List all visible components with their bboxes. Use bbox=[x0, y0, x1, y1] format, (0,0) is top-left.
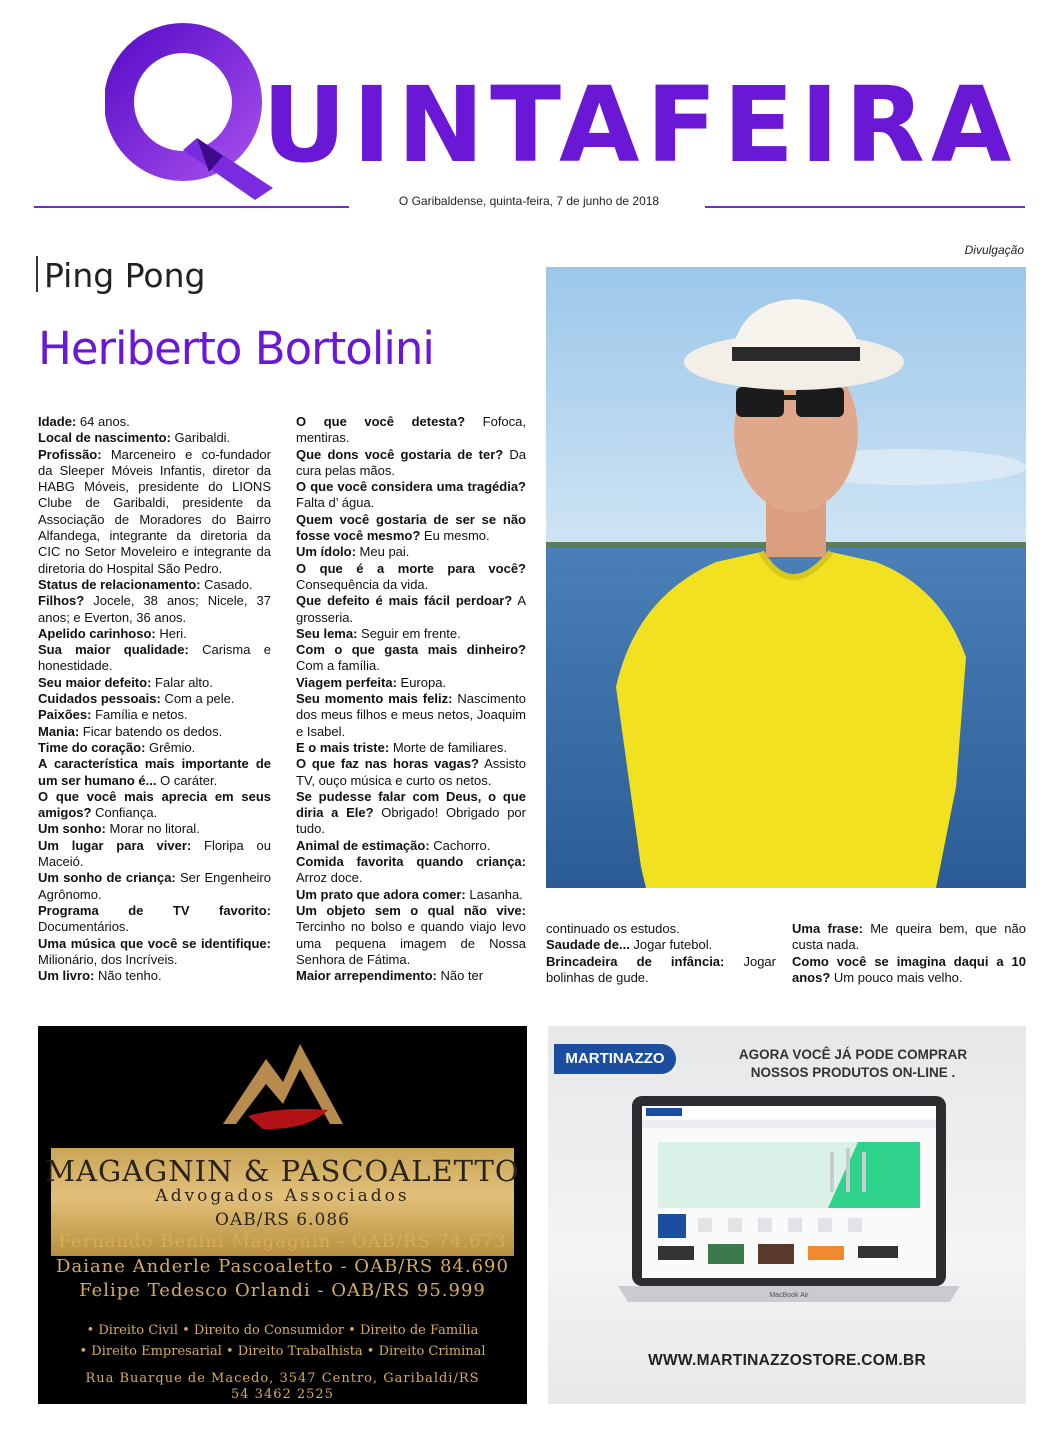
qa-answer: Carisma e honestidade. bbox=[38, 642, 271, 674]
qa-answer: Morar no litoral. bbox=[105, 821, 200, 837]
qa-answer: Morte de familiares. bbox=[389, 739, 507, 755]
laptop-label: MacBook Air bbox=[769, 1292, 809, 1299]
qa-question: Animal de estimação: bbox=[296, 837, 430, 853]
laptop-illustration bbox=[618, 1096, 960, 1308]
qa-item bbox=[296, 593, 526, 626]
qa-item bbox=[296, 789, 526, 838]
qa-question: Maior arrependimento: bbox=[296, 968, 437, 984]
qa-item bbox=[296, 691, 526, 740]
qa-answer: Com a família. bbox=[296, 658, 380, 674]
store-url: WWW.MARTINAZZOSTORE.COM.BR bbox=[648, 1352, 926, 1369]
lawyer-line: Felipe Tedesco Orlandi - OAB/RS 95.999 bbox=[79, 1280, 486, 1301]
qa-answer: Milionário, dos Incríveis. bbox=[38, 951, 178, 967]
qa-answer: Me queira bem, que não custa nada. bbox=[792, 921, 1026, 953]
qa-item bbox=[296, 544, 526, 560]
masthead-title-part2: FEIRA bbox=[646, 64, 1018, 186]
interview-column-3 bbox=[546, 921, 776, 986]
portrait-photo bbox=[546, 267, 1026, 888]
qa-question: O que você detesta? bbox=[296, 414, 466, 429]
qa-question: Viagem perfeita: bbox=[296, 674, 397, 690]
qa-question: Que defeito é mais fácil perdoar? bbox=[296, 593, 513, 609]
qa-question: Como você se imagina daqui a 10 anos? bbox=[792, 953, 1026, 985]
qa-item bbox=[38, 936, 271, 969]
headline: Heriberto Bortolini bbox=[38, 322, 434, 375]
qa-question: Seu momento mais feliz: bbox=[296, 691, 453, 707]
law-firm-oab: OAB/RS 6.086 bbox=[215, 1210, 350, 1230]
qa-item bbox=[38, 740, 271, 756]
qa-item bbox=[546, 954, 776, 987]
qa-item bbox=[38, 968, 271, 984]
masthead-q-logo bbox=[105, 10, 285, 210]
qa-item bbox=[38, 838, 271, 871]
promo-line: NOSSOS PRODUTOS ON-LINE . bbox=[750, 1065, 956, 1080]
interview-column-4 bbox=[792, 921, 1026, 986]
qa-answer: Fofoca, mentiras. bbox=[296, 414, 526, 446]
masthead-dateline: O Garibaldense, quinta-feira, 7 de junho de 2018 bbox=[398, 194, 660, 208]
qa-question: Apelido carinhoso: bbox=[38, 625, 156, 641]
qa-question: Status de relacionamento: bbox=[38, 576, 201, 592]
qa-answer: Tercinho no bolso e quando viajo levo uma pequena imagem de Nossa Senhora de Fátima. bbox=[296, 919, 526, 967]
qa-answer: Assisto TV, ouço música e curto os netos. bbox=[296, 756, 527, 788]
practice-areas-line: • Direito Empresarial • Direito Trabalhista • Direito Criminal bbox=[79, 1344, 486, 1359]
qa-item bbox=[296, 854, 526, 887]
qa-answer: O caráter. bbox=[156, 772, 218, 788]
qa-answer: Seguir em frente. bbox=[357, 625, 461, 641]
qa-item bbox=[546, 937, 776, 953]
qa-item bbox=[546, 921, 776, 937]
store-brand-badge: MARTINAZZO bbox=[554, 1044, 676, 1074]
qa-answer: Ser Engenheiro Agrônomo. bbox=[38, 870, 271, 902]
qa-question: Idade: bbox=[38, 414, 77, 429]
qa-item bbox=[38, 447, 271, 577]
promo-line: AGORA VOCÊ JÁ PODE COMPRAR bbox=[738, 1047, 968, 1062]
qa-answer: Meu pai. bbox=[355, 544, 410, 560]
store-promo-text bbox=[688, 1046, 1018, 1082]
qa-item bbox=[38, 430, 271, 446]
law-firm-phone: 54 3462 2525 bbox=[231, 1387, 334, 1402]
masthead-title-part1: UINTA bbox=[262, 64, 646, 186]
qa-answer: Casado. bbox=[200, 576, 253, 592]
qa-answer: Com a pele. bbox=[160, 691, 235, 707]
qa-answer: Jogar bolinhas de gude. bbox=[546, 953, 776, 985]
qa-item bbox=[38, 642, 271, 675]
qa-item bbox=[296, 838, 526, 854]
qa-answer: continuado os estudos. bbox=[546, 921, 680, 936]
qa-answer: Europa. bbox=[396, 674, 447, 690]
qa-question: Seu maior defeito: bbox=[38, 674, 152, 690]
qa-answer: Não ter bbox=[436, 968, 484, 984]
law-firm-address: Rua Buarque de Macedo, 3547 Centro, Garibaldi/RS bbox=[85, 1371, 480, 1386]
qa-question: Sua maior qualidade: bbox=[38, 642, 189, 658]
qa-item bbox=[38, 691, 271, 707]
qa-answer: Falta d’ água. bbox=[296, 495, 375, 511]
qa-question: Programa de TV favorito: bbox=[38, 902, 271, 918]
qa-answer: Jogar futebol. bbox=[629, 937, 713, 953]
photo-credit: Divulgação bbox=[964, 243, 1024, 257]
qa-answer: Marceneiro e co-fundador da Sleeper Móveis Infantis, diretor da HABG Móveis, presidente do LIONS Clube de Garibaldi, presidente da Associação de Moradores do Bairro Alfandega, integrante da diretoria da CIC no Setor Moveleiro e integrante da diretoria do Hospital São Pedro. bbox=[38, 446, 271, 576]
qa-question: Mania: bbox=[38, 723, 80, 739]
qa-item bbox=[296, 414, 526, 447]
qa-question: Paixões: bbox=[38, 707, 92, 723]
qa-answer: Falar alto. bbox=[151, 674, 213, 690]
qa-item bbox=[38, 903, 271, 936]
qa-answer: Grêmio. bbox=[145, 739, 196, 755]
qa-answer: Nascimento dos meus filhos e meus netos, Joaquim e Isabel. bbox=[296, 691, 527, 739]
qa-question: Brincadeira de infância: bbox=[546, 953, 725, 969]
qa-question: Um sonho: bbox=[38, 821, 106, 837]
law-firm-name: MAGAGNIN & PASCOALETTO bbox=[45, 1154, 520, 1188]
qa-question: E o mais triste: bbox=[296, 739, 390, 755]
qa-answer: Eu mesmo. bbox=[420, 528, 490, 544]
qa-item bbox=[38, 789, 271, 822]
law-firm-logo bbox=[218, 1034, 348, 1139]
qa-question: Um ídolo: bbox=[296, 544, 356, 560]
qa-answer: Lasanha. bbox=[465, 886, 523, 902]
qa-item bbox=[38, 724, 271, 740]
qa-question: Uma frase: bbox=[792, 921, 863, 936]
qa-answer: Um pouco mais velho. bbox=[830, 969, 963, 985]
qa-answer: Arroz doce. bbox=[296, 870, 363, 886]
qa-question: Que dons você gostaria de ter? bbox=[296, 446, 504, 462]
qa-item bbox=[38, 414, 271, 430]
qa-item bbox=[38, 821, 271, 837]
qa-item bbox=[38, 870, 271, 903]
qa-answer: Cachorro. bbox=[429, 837, 491, 853]
interview-column-1 bbox=[38, 414, 271, 984]
qa-answer: Consequência da vida. bbox=[296, 576, 429, 592]
qa-question: Seu lema: bbox=[296, 625, 358, 641]
qa-item bbox=[38, 577, 271, 593]
lawyer-line: Fernando Benini Magagnin - OAB/RS 74.673 bbox=[58, 1231, 507, 1252]
qa-question: Cuidados pessoais: bbox=[38, 691, 161, 707]
qa-question: Comida favorita quando criança: bbox=[296, 854, 526, 870]
qa-item bbox=[296, 479, 526, 512]
qa-question: Time do coração: bbox=[38, 739, 146, 755]
qa-answer: Não tenho. bbox=[94, 968, 162, 984]
qa-answer: Obrigado! Obrigado por tudo. bbox=[296, 805, 526, 837]
section-bar bbox=[36, 256, 38, 292]
qa-item bbox=[38, 675, 271, 691]
masthead bbox=[0, 0, 1058, 215]
interview-column-2 bbox=[296, 414, 526, 984]
qa-item bbox=[296, 903, 526, 968]
qa-question: Quem você gostaria de ser se não fosse você mesmo? bbox=[296, 511, 526, 544]
qa-answer: 64 anos. bbox=[76, 414, 130, 429]
section-label bbox=[36, 256, 205, 295]
qa-answer: Família e netos. bbox=[91, 707, 188, 723]
qa-item bbox=[296, 447, 526, 480]
qa-item bbox=[296, 512, 526, 545]
qa-question: Com o que gasta mais dinheiro? bbox=[296, 642, 526, 658]
qa-item bbox=[296, 642, 526, 675]
qa-question: Local de nascimento: bbox=[38, 430, 171, 446]
qa-item bbox=[38, 593, 271, 626]
qa-answer: Garibaldi. bbox=[170, 430, 231, 446]
qa-item bbox=[296, 968, 526, 984]
qa-item bbox=[38, 707, 271, 723]
qa-answer: Da cura pelas mãos. bbox=[296, 446, 527, 478]
qa-answer: Floripa ou Maceió. bbox=[38, 837, 271, 870]
qa-item bbox=[38, 756, 271, 789]
qa-question: Uma música que você se identifique: bbox=[38, 935, 271, 951]
qa-question: Saudade de... bbox=[546, 937, 630, 953]
qa-item bbox=[792, 921, 1026, 954]
qa-question: Filhos? bbox=[38, 593, 85, 609]
law-firm-subtitle: Advogados Associados bbox=[155, 1186, 410, 1206]
qa-answer: Jocele, 38 anos; Nicele, 37 anos; e Everton, 36 anos. bbox=[38, 593, 271, 625]
qa-question: Se pudesse falar com Deus, o que diria a Ele? bbox=[296, 788, 526, 821]
qa-answer: Confiança. bbox=[91, 805, 158, 821]
qa-question: Um lugar para viver: bbox=[38, 837, 192, 853]
qa-item bbox=[792, 954, 1026, 987]
qa-question: A característica mais importante de um ser humano é... bbox=[38, 756, 271, 788]
lawyer-line: Daiane Anderle Pascoaletto - OAB/RS 84.690 bbox=[56, 1256, 509, 1277]
qa-question: O que é a morte para você? bbox=[296, 560, 526, 576]
qa-answer: Ficar batendo os dedos. bbox=[79, 723, 223, 739]
qa-question: O que você considera uma tragédia? bbox=[296, 479, 526, 495]
qa-item bbox=[296, 756, 526, 789]
qa-item bbox=[296, 740, 526, 756]
qa-question: O que faz nas horas vagas? bbox=[296, 756, 479, 772]
qa-question: Um prato que adora comer: bbox=[296, 886, 466, 902]
qa-answer: Documentários. bbox=[38, 919, 130, 935]
practice-areas-line: • Direito Civil • Direito do Consumidor • Direito de Família bbox=[86, 1323, 479, 1338]
qa-item bbox=[296, 675, 526, 691]
qa-question: Um sonho de criança: bbox=[38, 870, 176, 886]
store-ad bbox=[548, 1026, 1026, 1404]
law-firm-ad bbox=[38, 1026, 527, 1404]
qa-item bbox=[296, 626, 526, 642]
qa-question: O que você mais aprecia em seus amigos? bbox=[38, 788, 271, 821]
qa-question: Um livro: bbox=[38, 968, 95, 984]
qa-question: Profissão: bbox=[38, 446, 102, 462]
section-label-text: Ping Pong bbox=[44, 256, 206, 295]
qa-item bbox=[296, 561, 526, 594]
qa-question: Um objeto sem o qual não vive: bbox=[296, 902, 526, 918]
qa-answer: Heri. bbox=[155, 625, 187, 641]
qa-answer: A grosseria. bbox=[296, 593, 526, 625]
qa-item bbox=[296, 887, 526, 903]
qa-item bbox=[38, 626, 271, 642]
